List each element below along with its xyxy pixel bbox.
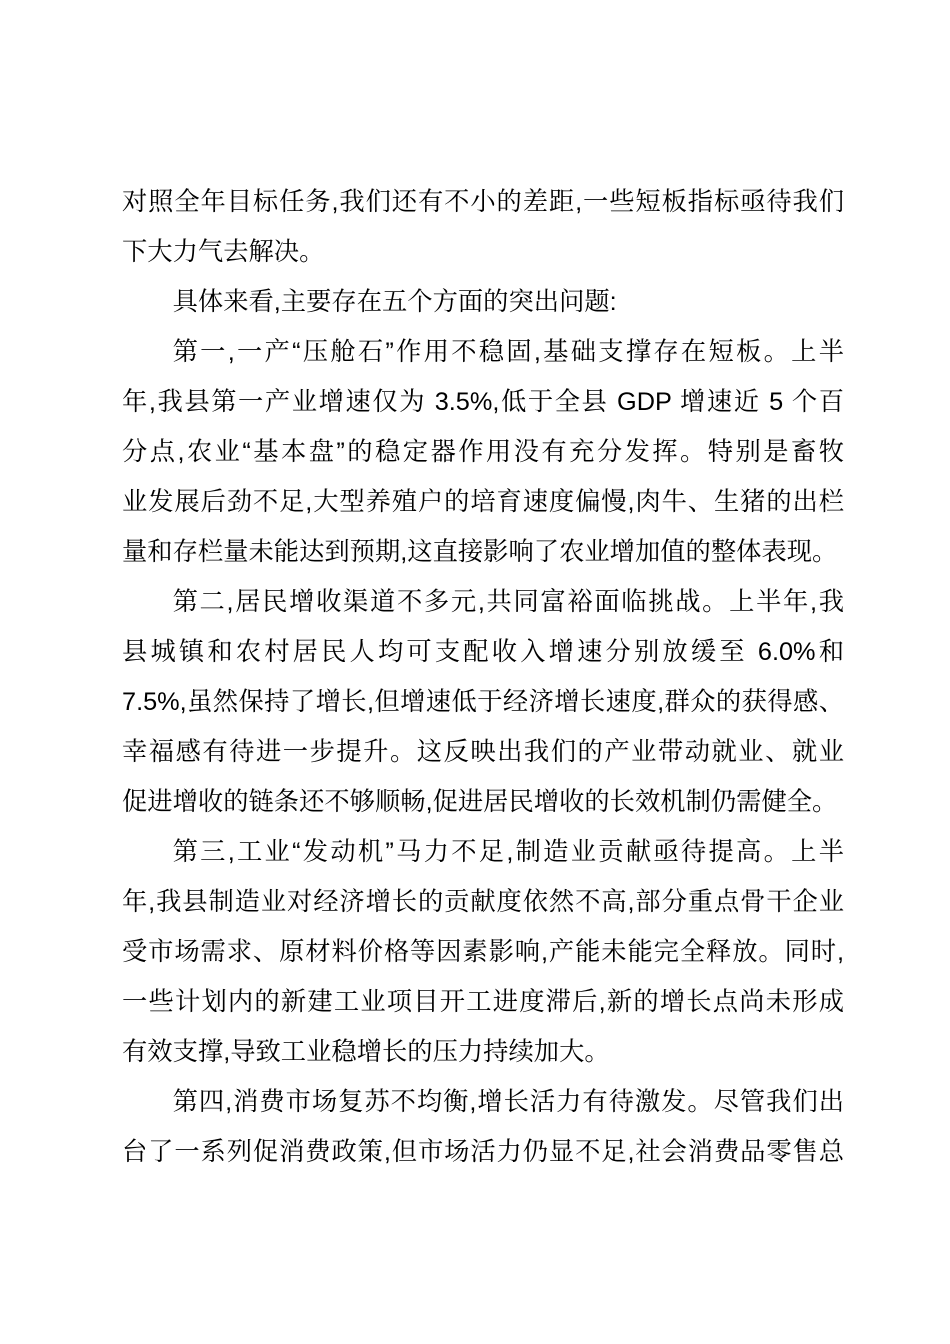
text-line: 第四,消费市场复苏不均衡,增长活力有待激发。尽管我们出 bbox=[172, 1088, 844, 1116]
text-line: 第三,工业“发动机”马力不足,制造业贡献亟待提高。上半 bbox=[172, 838, 844, 866]
text-line: 对照全年目标任务,我们还有不小的差距,一些短板指标亟待我们 bbox=[122, 188, 844, 216]
text-line: 具体来看,主要存在五个方面的突出问题: bbox=[172, 288, 617, 316]
text-line: 分点,农业“基本盘”的稳定器作用没有充分发挥。特别是畜牧 bbox=[122, 438, 844, 466]
paragraph bbox=[122, 577, 844, 827]
text-line: 县城镇和农村居民人均可支配收入增速分别放缓至 6.0%和 bbox=[122, 638, 844, 666]
text-line: 7.5%,虽然保持了增长,但增速低于经济增长速度,群众的获得感、 bbox=[122, 688, 844, 716]
text-line: 业发展后劲不足,大型养殖户的培育速度偏慢,肉牛、生猪的出栏 bbox=[122, 488, 844, 516]
paragraph bbox=[122, 327, 844, 577]
text-line: 第二,居民增收渠道不多元,共同富裕面临挑战。上半年,我 bbox=[172, 588, 844, 616]
text-line: 量和存栏量未能达到预期,这直接影响了农业增加值的整体表现。 bbox=[122, 538, 838, 566]
text-line: 年,我县制造业对经济增长的贡献度依然不高,部分重点骨干企业 bbox=[122, 888, 844, 916]
text-line: 有效支撑,导致工业稳增长的压力持续加大。 bbox=[122, 1038, 610, 1066]
text-line: 促进增收的链条还不够顺畅,促进居民增收的长效机制仍需健全。 bbox=[122, 788, 838, 816]
document-body bbox=[122, 177, 844, 1177]
text-line: 第一,一产“压舱石”作用不稳固,基础支撑存在短板。上半 bbox=[172, 338, 844, 366]
text-line: 受市场需求、原材料价格等因素影响,产能未能完全释放。同时, bbox=[122, 938, 844, 966]
text-line: 下大力气去解决。 bbox=[122, 238, 325, 266]
paragraph bbox=[122, 827, 844, 1077]
text-line: 一些计划内的新建工业项目开工进度滞后,新的增长点尚未形成 bbox=[122, 988, 844, 1016]
text-line: 年,我县第一产业增速仅为 3.5%,低于全县 GDP 增速近 5 个百 bbox=[122, 388, 844, 416]
paragraph bbox=[122, 1077, 844, 1177]
paragraph bbox=[122, 277, 844, 327]
text-line: 幸福感有待进一步提升。这反映出我们的产业带动就业、就业 bbox=[122, 738, 844, 766]
text-line: 台了一系列促消费政策,但市场活力仍显不足,社会消费品零售总 bbox=[122, 1138, 844, 1166]
paragraph bbox=[122, 177, 844, 277]
